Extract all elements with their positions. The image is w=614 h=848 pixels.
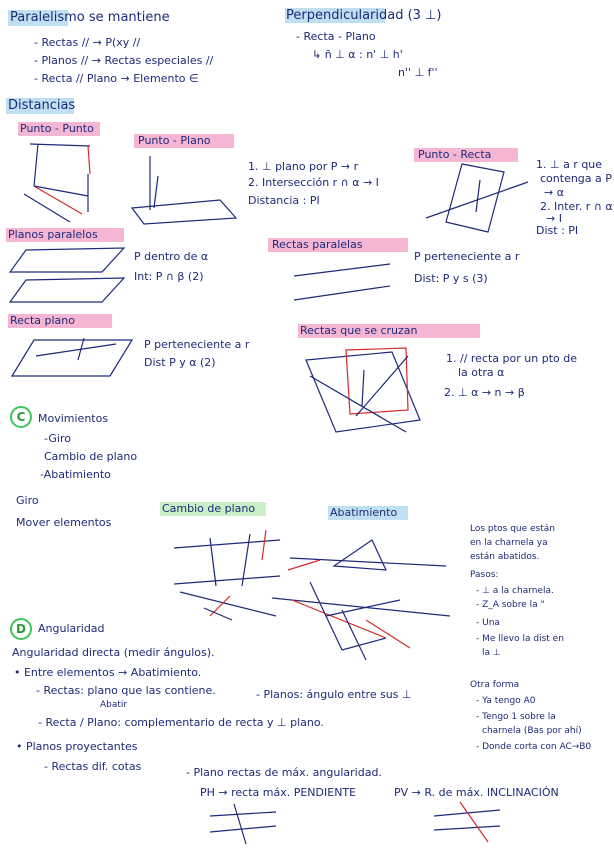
rectas-cruzan-heading: Rectas que se cruzan bbox=[300, 324, 418, 337]
cambio-plano-title: Cambio de plano bbox=[162, 502, 256, 515]
punto-recta-step: contenga a P bbox=[540, 172, 612, 185]
abatimiento-note: la ⊥ bbox=[482, 648, 501, 658]
rectas-cruzan-diagram bbox=[296, 340, 436, 436]
punto-punto-diagram bbox=[10, 134, 120, 224]
abatimiento-note: - Tengo 1 sobre la bbox=[476, 712, 556, 722]
movimientos-item: -Giro bbox=[44, 432, 71, 445]
angularidad-line: - Rectas: plano que las contiene. bbox=[36, 684, 216, 697]
abatimiento-note: - Donde corta con AC→B0 bbox=[476, 742, 592, 752]
abatimiento-note: - Me llevo la dist en bbox=[476, 634, 564, 644]
section-letter-badge: D bbox=[10, 618, 32, 640]
angularidad-diagram-ph bbox=[206, 800, 286, 846]
angularidad-line: • Entre elementos → Abatimiento. bbox=[14, 666, 202, 679]
abatimiento-note: Los ptos que están bbox=[470, 524, 555, 534]
abatimiento-note: - Ya tengo A0 bbox=[476, 696, 536, 706]
rectas-paralelas-text: P perteneciente a r bbox=[414, 250, 520, 263]
rectas-cruzan-text: 1. // recta por un pto de bbox=[446, 352, 577, 365]
angularidad-line: PV → R. de máx. INCLINACIÓN bbox=[394, 786, 559, 799]
rectas-cruzan-text: 2. ⊥ α → n → β bbox=[444, 386, 525, 399]
angularidad-title: Angularidad bbox=[38, 622, 105, 635]
paralelismo-title: Paralelismo se mantiene bbox=[10, 10, 170, 25]
punto-recta-step: 2. Inter. r ∩ α bbox=[540, 200, 613, 213]
punto-plano-step: Distancia : PI bbox=[248, 194, 320, 207]
abatimiento-note: - Una bbox=[476, 618, 500, 628]
perp-line: - Recta - Plano bbox=[296, 30, 376, 43]
planos-paralelos-text: P dentro de α bbox=[134, 250, 209, 263]
punto-punto-heading: Punto - Punto bbox=[20, 122, 94, 135]
angularidad-line: - Plano rectas de máx. angularidad. bbox=[186, 766, 382, 779]
abatimiento-diagram bbox=[270, 520, 460, 670]
giro-text: Mover elementos bbox=[16, 516, 112, 529]
punto-recta-step: → I bbox=[546, 212, 562, 225]
punto-plano-heading: Punto - Plano bbox=[138, 134, 211, 147]
movimientos-title: Movimientos bbox=[38, 412, 109, 425]
section-letter-badge: C bbox=[10, 406, 32, 428]
punto-recta-step: → α bbox=[544, 186, 564, 199]
abatimiento-title: Abatimiento bbox=[330, 506, 398, 519]
punto-recta-diagram bbox=[418, 160, 533, 240]
planos-paralelos-heading: Planos paralelos bbox=[8, 228, 98, 241]
punto-recta-step: 1. ⊥ a r que bbox=[536, 158, 603, 171]
abatimiento-note: están abatidos. bbox=[470, 552, 540, 562]
angularidad-diagram-pv bbox=[430, 796, 510, 846]
paralelismo-line: - Rectas // → P(xy // bbox=[34, 36, 141, 49]
movimientos-item: Cambio de plano bbox=[44, 450, 138, 463]
punto-plano-step: 1. ⊥ plano por P → r bbox=[248, 160, 359, 173]
abatimiento-note: Pasos: bbox=[470, 570, 499, 580]
angularidad-line: Angularidad directa (medir ángulos). bbox=[12, 646, 215, 659]
angularidad-line: • Planos proyectantes bbox=[16, 740, 138, 753]
abatimiento-note: - Z_A sobre la " bbox=[476, 600, 545, 610]
movimientos-item: -Abatimiento bbox=[40, 468, 111, 481]
rectas-paralelas-text: Dist: P y s (3) bbox=[414, 272, 488, 285]
distancias-title: Distancias bbox=[8, 98, 76, 113]
angularidad-line: - Recta / Plano: complementario de recta y ⊥ plano. bbox=[38, 716, 324, 729]
planos-paralelos-diagram bbox=[6, 244, 132, 306]
recta-plano-heading: Recta plano bbox=[10, 314, 75, 327]
rectas-cruzan-text: la otra α bbox=[458, 366, 505, 379]
abatimiento-note: - ⊥ a la charnela. bbox=[476, 586, 554, 596]
paralelismo-line: - Recta // Plano → Elemento ∈ bbox=[34, 72, 199, 85]
planos-paralelos-text: Int: P ∩ β (2) bbox=[134, 270, 204, 283]
abatimiento-note: charnela (Bas por ahí) bbox=[482, 726, 582, 736]
perp-line: n'' ⊥ f'' bbox=[398, 66, 438, 79]
angularidad-line: - Rectas dif. cotas bbox=[44, 760, 142, 773]
angularidad-line: - Planos: ángulo entre sus ⊥ bbox=[256, 688, 412, 701]
recta-plano-text: P perteneciente a r bbox=[144, 338, 250, 351]
recta-plano-text: Dist P y α (2) bbox=[144, 356, 216, 369]
punto-recta-step: Dist : PI bbox=[536, 224, 579, 237]
angularidad-line: Abatir bbox=[100, 700, 128, 710]
rectas-paralelas-diagram bbox=[290, 256, 400, 306]
angularidad-line: PH → recta máx. PENDIENTE bbox=[200, 786, 357, 799]
rectas-paralelas-heading: Rectas paralelas bbox=[272, 238, 363, 251]
punto-plano-diagram bbox=[120, 148, 240, 228]
perp-line: ↳ n̄ ⊥ α : n' ⊥ h' bbox=[312, 48, 403, 61]
paralelismo-line: - Planos // → Rectas especiales // bbox=[34, 54, 214, 67]
perp-title: Perpendicularidad (3 ⊥) bbox=[286, 8, 442, 23]
abatimiento-note: en la charnela ya bbox=[470, 538, 548, 548]
abatimiento-note: Otra forma bbox=[470, 680, 520, 690]
recta-plano-diagram bbox=[6, 330, 136, 394]
punto-plano-step: 2. Intersección r ∩ α → I bbox=[248, 176, 379, 189]
punto-recta-heading: Punto - Recta bbox=[418, 148, 492, 161]
giro-title: Giro bbox=[16, 494, 39, 507]
